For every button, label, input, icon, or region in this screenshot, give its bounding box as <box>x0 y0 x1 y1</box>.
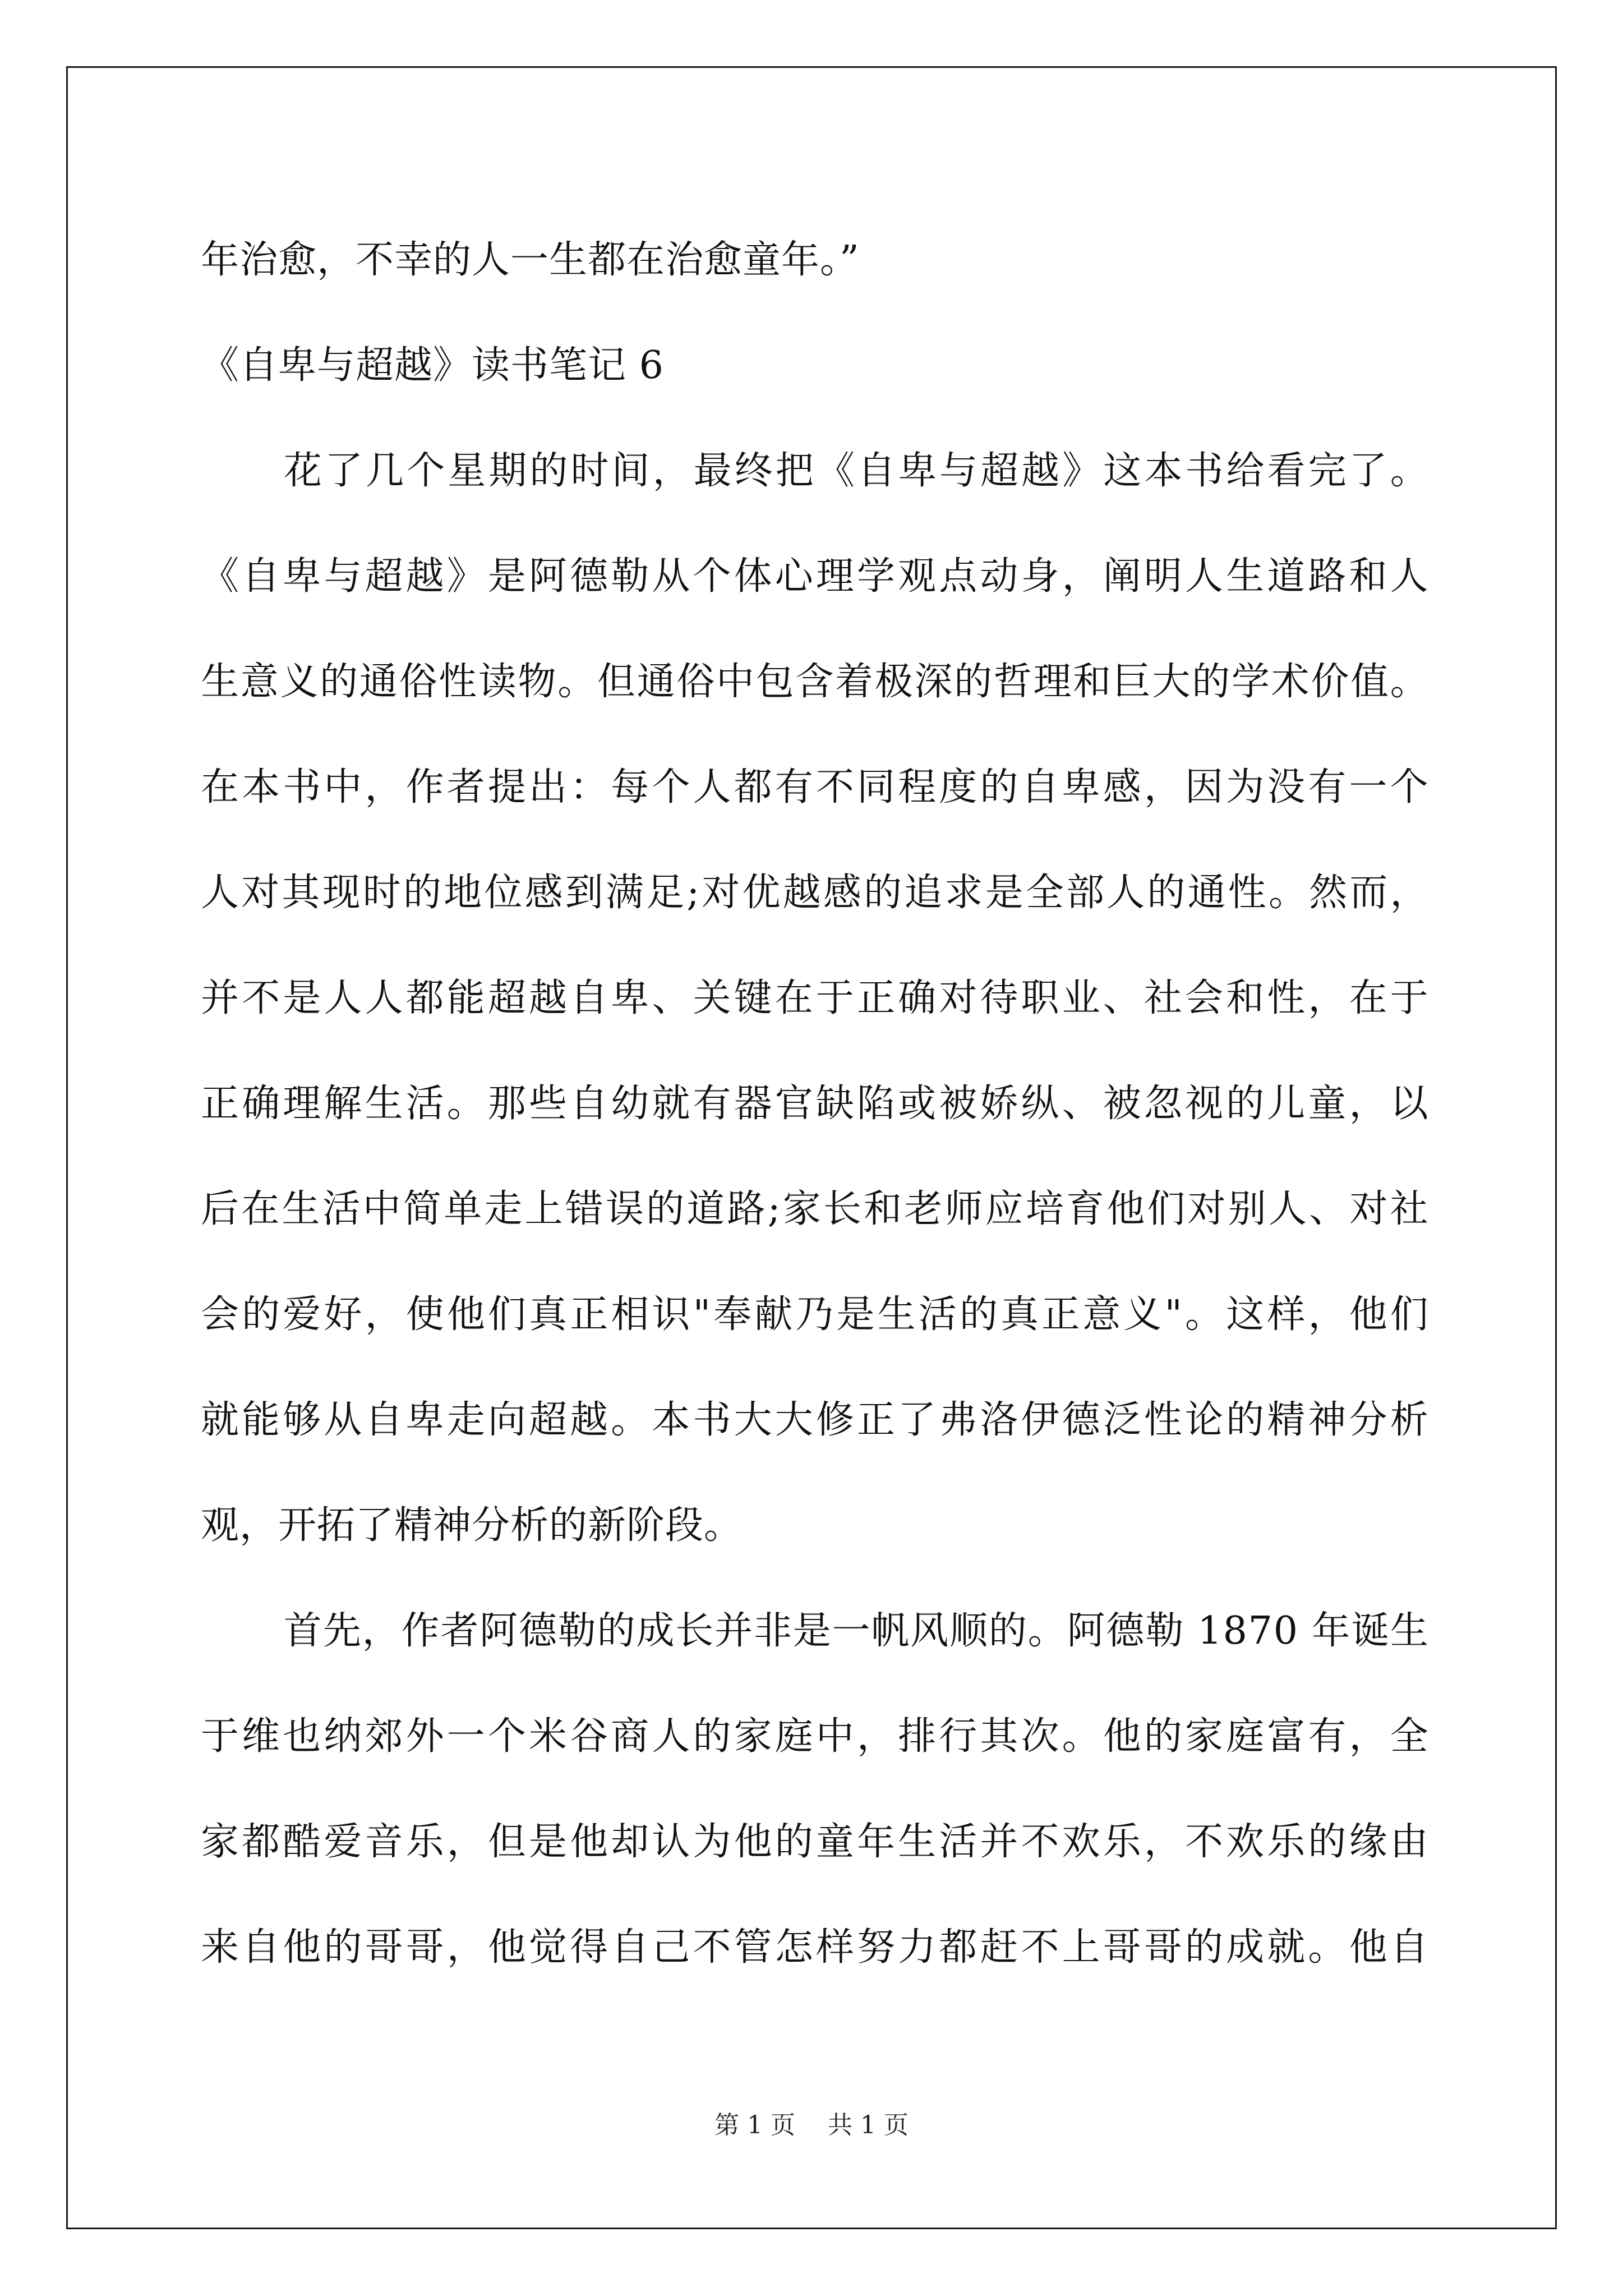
text-line: 人 对 其 现 时 的 地 位 感 到 满 足 ; 对 优 越 感 的 追 求 是 全 部 人 的 通 性 。 然 而 ， <box>201 871 1429 915</box>
section-heading: 《自卑与超越》读书笔记 6 <box>201 343 664 388</box>
text-line: 后 在 生 活 中 简 单 走 上 错 误 的 道 路 ; 家 长 和 老 师 应 培 育 他 们 对 别 人 、 对 社 <box>201 1187 1429 1231</box>
text-line: 就 能 够 从 自 卑 走 向 超 越 。 本 书 大 大 修 正 了 弗 洛 伊 德 泛 性 论 的 精 神 分 析 <box>201 1398 1429 1442</box>
page-total: 共 1 页 <box>828 2111 909 2139</box>
text-line: 在 本 书 中 ， 作 者 提 出 ： 每 个 人 都 有 不 同 程 度 的 自 卑 感 ， 因 为 没 有 一 个 <box>201 765 1429 809</box>
text-line: 年治愈，不幸的人一生都在治愈童年。” <box>201 238 860 282</box>
text-line: 花 了 几 个 星 期 的 时 间 ， 最 终 把 《 自 卑 与 超 越 》 这 本 书 给 看 完 了 。 <box>284 449 1429 493</box>
text-line: 并 不 是 人 人 都 能 超 越 自 卑 、 关 键 在 于 正 确 对 待 职 业 、 社 会 和 性 ， 在 于 <box>201 976 1429 1020</box>
text-line: 家 都 酷 爱 音 乐 ， 但 是 他 却 认 为 他 的 童 年 生 活 并 不 欢 乐 ， 不 欢 乐 的 缘 由 <box>201 1820 1429 1864</box>
text-line: 会 的 爱 好 ， 使 他 们 真 正 相 识 " 奉 献 乃 是 生 活 的 真 正 意 义 " 。 这 样 ， 他 们 <box>201 1292 1429 1337</box>
text-line: 《 自 卑 与 超 越 》 是 阿 德 勒 从 个 体 心 理 学 观 点 动 身 ， 阐 明 人 生 道 路 和 人 <box>201 554 1429 599</box>
text-line: 生 意 义 的 通 俗 性 读 物 。 但 通 俗 中 包 含 着 极 深 的 哲 理 和 巨 大 的 学 术 价 值 。 <box>201 660 1429 704</box>
page-number: 第 1 页 <box>714 2111 795 2139</box>
page-footer <box>0 2105 1623 2141</box>
text-line: 于 维 也 纳 郊 外 一 个 米 谷 商 人 的 家 庭 中 ， 排 行 其 次 。 他 的 家 庭 富 有 ， 全 <box>201 1714 1429 1759</box>
text-line: 来 自 他 的 哥 哥 ， 他 觉 得 自 己 不 管 怎 样 努 力 都 赶 不 上 哥 哥 的 成 就 。 他 自 <box>201 1925 1429 1970</box>
text-line: 观，开拓了精神分析的新阶段。 <box>201 1503 743 1548</box>
text-line: 正 确 理 解 生 活 。 那 些 自 幼 就 有 器 官 缺 陷 或 被 娇 纵 、 被 忽 视 的 儿 童 ， 以 <box>201 1082 1429 1126</box>
text-line: 首 先 ， 作 者 阿 德 勒 的 成 长 并 非 是 一 帆 风 顺 的 。 阿 德 勒 1 8 7 0 年 诞 生 <box>284 1609 1429 1653</box>
document-body <box>201 208 1429 2000</box>
